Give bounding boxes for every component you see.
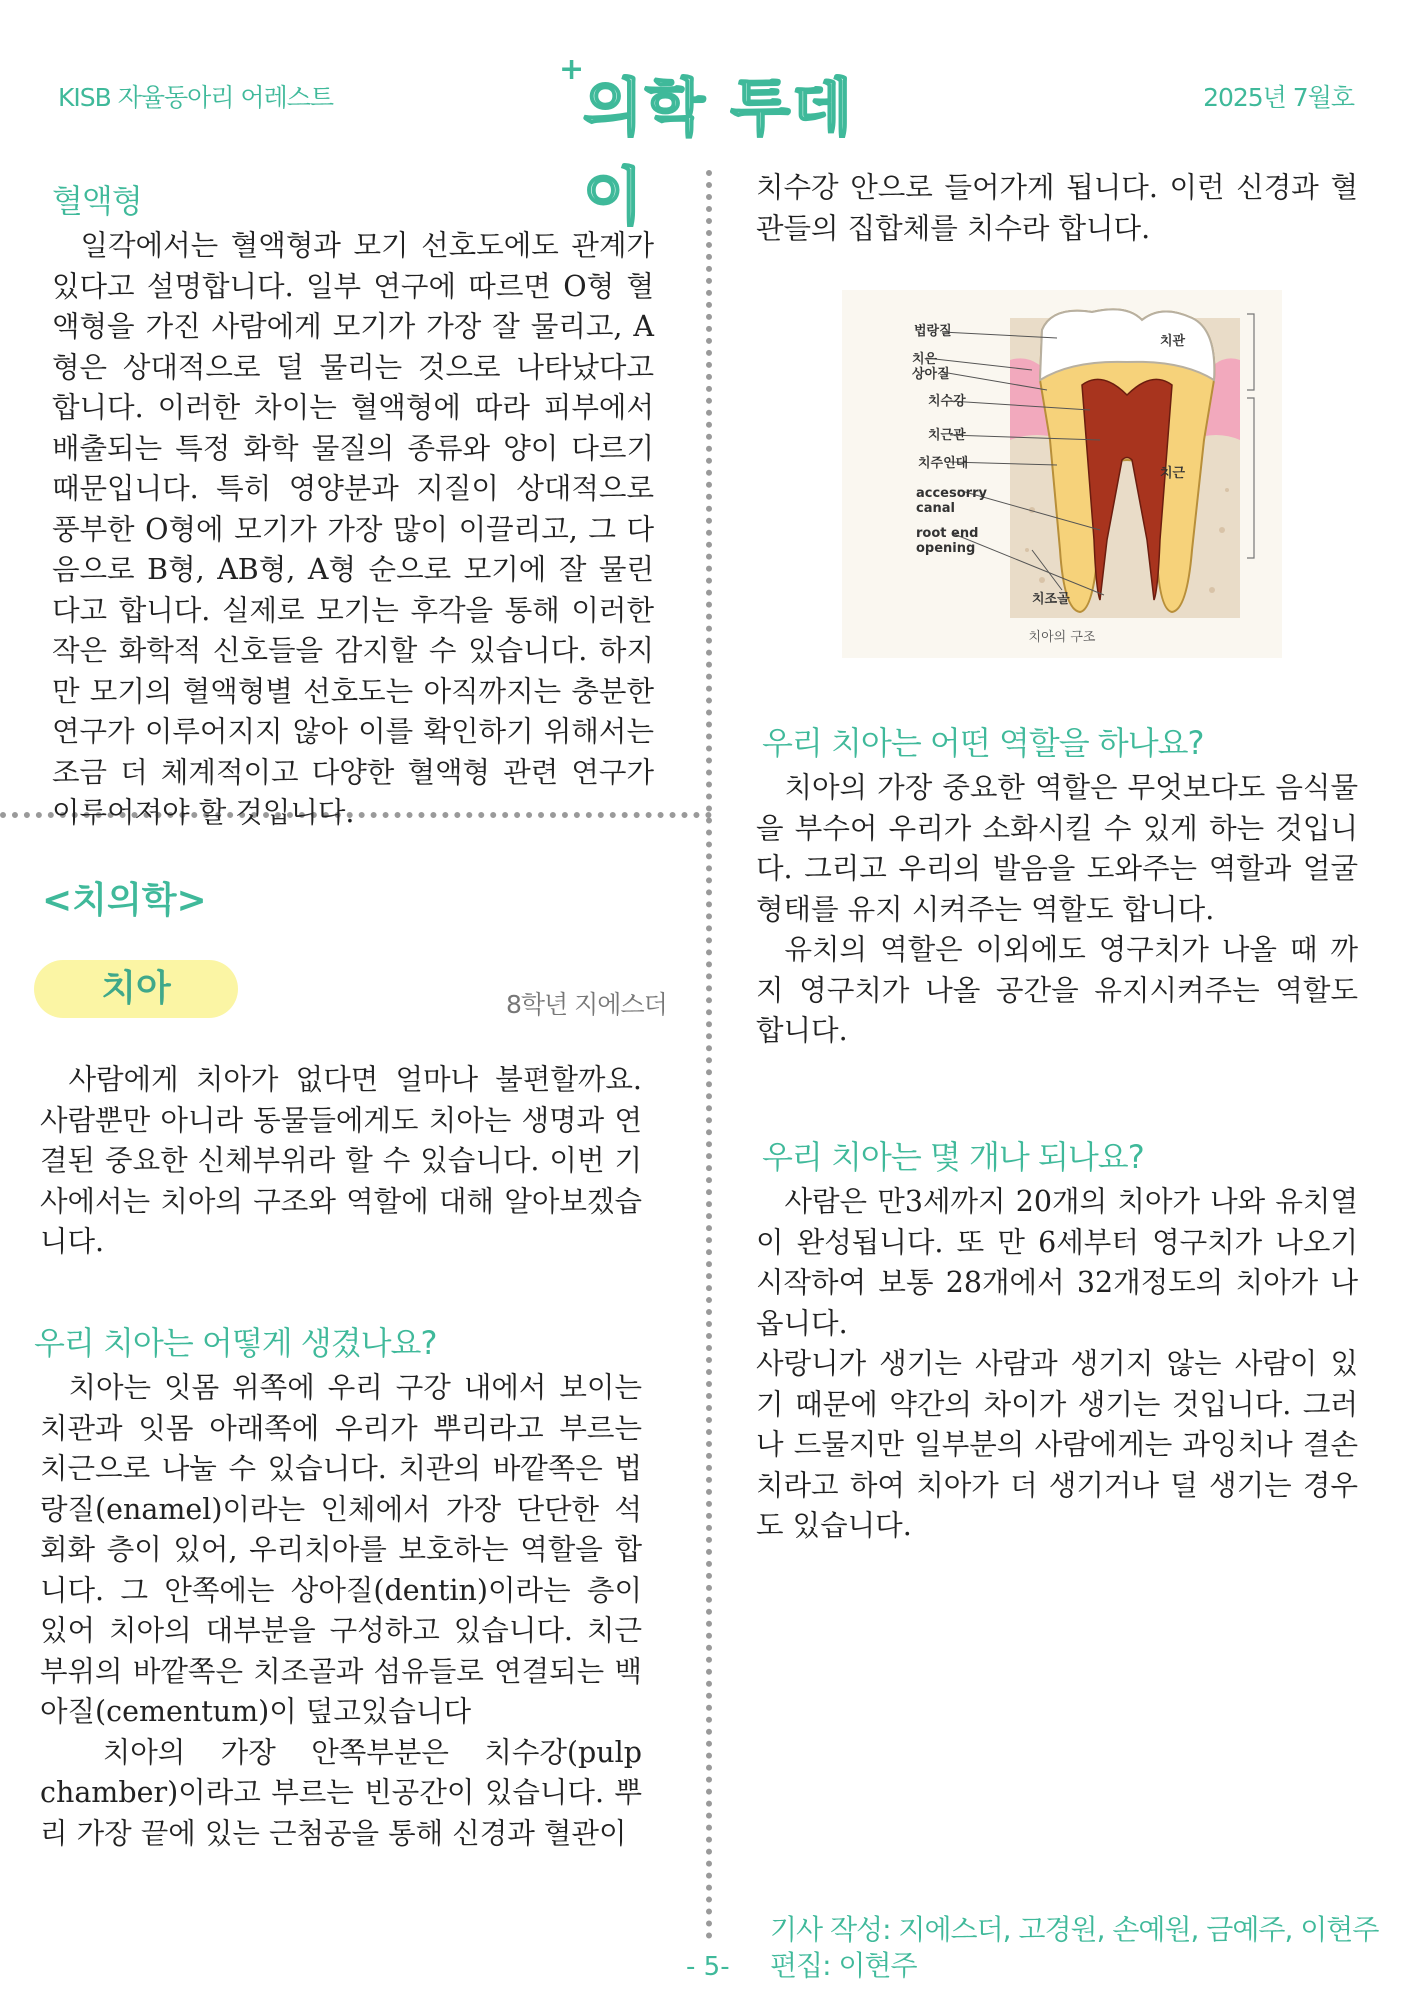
structure-body bbox=[40, 1368, 642, 1854]
masthead-cross-icon: + bbox=[559, 52, 585, 87]
structure-heading: 우리 치아는 어떻게 생겼나요? bbox=[34, 1324, 437, 1362]
structure-continued: 치수강 안으로 들어가게 됩니다. 이런 신경과 혈관들의 집합체를 치수라 합니다. bbox=[756, 171, 1358, 245]
structure-paragraph-1: 치아는 잇몸 위쪽에 우리 구강 내에서 보이는 치관과 잇몸 아래쪽에 우리가 뿌리라고 부르는 치근으로 나눌 수 있습니다. 치관의 바깥쪽은 법랑질(enamel)이라는 인체에서 가장 단단한 석회화 층이 있어, 우리치아를 보호하는 역할을 합니다. 그 안쪽에는 상아질(dentin)이라는 층이 있어 치아의 대부분을 구성하고 있습니다. 치근부위의 바깥쪽은 치조골과 섬유들로 연결되는 백아질(cementum)이 덮고있습니다 bbox=[40, 1371, 642, 1728]
label-root: 치근 bbox=[1160, 466, 1186, 481]
issue-date: 2025년 7월호 bbox=[1203, 83, 1354, 112]
label-accessory-canal: accesorry canal bbox=[916, 486, 987, 516]
blood-type-body: 일각에서는 혈액형과 모기 선호도에도 관계가 있다고 설명합니다. 일부 연구에 따르면 O형 혈액형을 가진 사람에게 모기가 가장 잘 물리고, A형은 상대적으로 덜 물리는 것으로 나타났다고 합니다. 이러한 차이는 혈액형에 따라 피부에서 배출되는 특정 화학 물질의 종류와 양이 다르기 때문입니다. 특히 영양분과 지질이 상대적으로 풍부한 O형에 모기가 가장 많이 이끌리고, 그 다음으로 B형, AB형, A형 순으로 모기에 잘 물린다고 합니다. 실제로 모기는 후각을 통해 이러한 작은 화학적 신호들을 감지할 수 있습니다. 하지만 모기의 혈액형별 선호도는 아직까지는 충분한 연구가 이루어지지 않아 이를 확인하기 위해서는 조금 더 체계적이고 다양한 혈액형 관련 연구가 이루어져야 할 것입니다. bbox=[52, 229, 654, 829]
club-name: KISB 자율동아리 어레스트 bbox=[58, 83, 334, 112]
author-byline: 8학년 지에스더 bbox=[506, 990, 667, 1019]
count-heading: 우리 치아는 몇 개나 되나요? bbox=[762, 1138, 1144, 1176]
role-heading: 우리 치아는 어떤 역할을 하나요? bbox=[762, 724, 1204, 762]
masthead-title: 의학 투데이 bbox=[583, 71, 855, 233]
dentistry-section-title: <치의학> bbox=[42, 880, 207, 921]
blood-type-heading: 혈액형 bbox=[52, 182, 142, 220]
role-paragraph-1: 치아의 가장 중요한 역할은 무엇보다도 음식물을 부수어 우리가 소화시킬 수 있게 하는 것입니다. 그리고 우리의 발음을 도와주는 역할과 얼굴 형태를 유지 시켜주는 역할도 합니다. bbox=[756, 771, 1358, 926]
label-root-canal: 치근관 bbox=[928, 428, 966, 443]
count-body bbox=[756, 1182, 1358, 1547]
label-crown: 치관 bbox=[1160, 334, 1186, 349]
label-enamel: 법랑질 bbox=[914, 324, 952, 339]
label-pulp: 치수강 bbox=[928, 394, 966, 409]
column-divider bbox=[706, 170, 712, 1940]
count-paragraph-1: 사람은 만3세까지 20개의 치아가 나와 유치열이 완성됩니다. 또 만 6세부터 영구치가 나오기 시작하여 보통 28개에서 32개정도의 치아가 나옵니다. bbox=[756, 1185, 1358, 1340]
count-paragraph-2: 사랑니가 생기는 사람과 생기지 않는 사람이 있기 때문에 약간의 차이가 생기는 것입니다. 그러나 드물지만 일부분의 사람에게는 과잉치나 결손치라고 하여 치아가 더 생기거나 덜 생기는 경우도 있습니다. bbox=[756, 1347, 1358, 1542]
dentistry-intro: 사람에게 치아가 없다면 얼마나 불편할까요. 사람뿐만 아니라 동물들에게도 치아는 생명과 연결된 중요한 신체부위라 할 수 있습니다. 이번 기사에서는 치아의 구조와 역할에 대해 알아보겠습니다. bbox=[40, 1063, 642, 1258]
masthead bbox=[555, 50, 875, 233]
label-pdl: 치주인대 bbox=[918, 456, 969, 471]
label-alveolar-bone: 치조골 bbox=[1032, 592, 1070, 607]
role-body bbox=[756, 768, 1358, 1052]
page-number: - 5- bbox=[686, 1952, 730, 1982]
topic-badge: 치아 bbox=[34, 960, 238, 1018]
editor-credit: 편집: 이현주 bbox=[770, 1949, 917, 1982]
figure-caption: 치아의 구조 bbox=[1028, 630, 1096, 645]
label-root-end: root end opening bbox=[916, 526, 979, 556]
tooth-structure-figure bbox=[842, 290, 1282, 658]
role-paragraph-2: 유치의 역할은 이외에도 영구치가 나올 때 까지 영구치가 나올 공간을 유지시켜주는 역할도 합니다. bbox=[756, 933, 1358, 1047]
writer-credits: 기사 작성: 지에스더, 고경원, 손예원, 금예주, 이현주 bbox=[770, 1913, 1379, 1946]
structure-paragraph-2: 치아의 가장 안쪽부분은 치수강(pulp chamber)이라고 부르는 빈공간이 있습니다. 뿌리 가장 끝에 있는 근첨공을 통해 신경과 혈관이 bbox=[40, 1735, 642, 1850]
label-dentin: 치은 상아질 bbox=[912, 352, 950, 382]
